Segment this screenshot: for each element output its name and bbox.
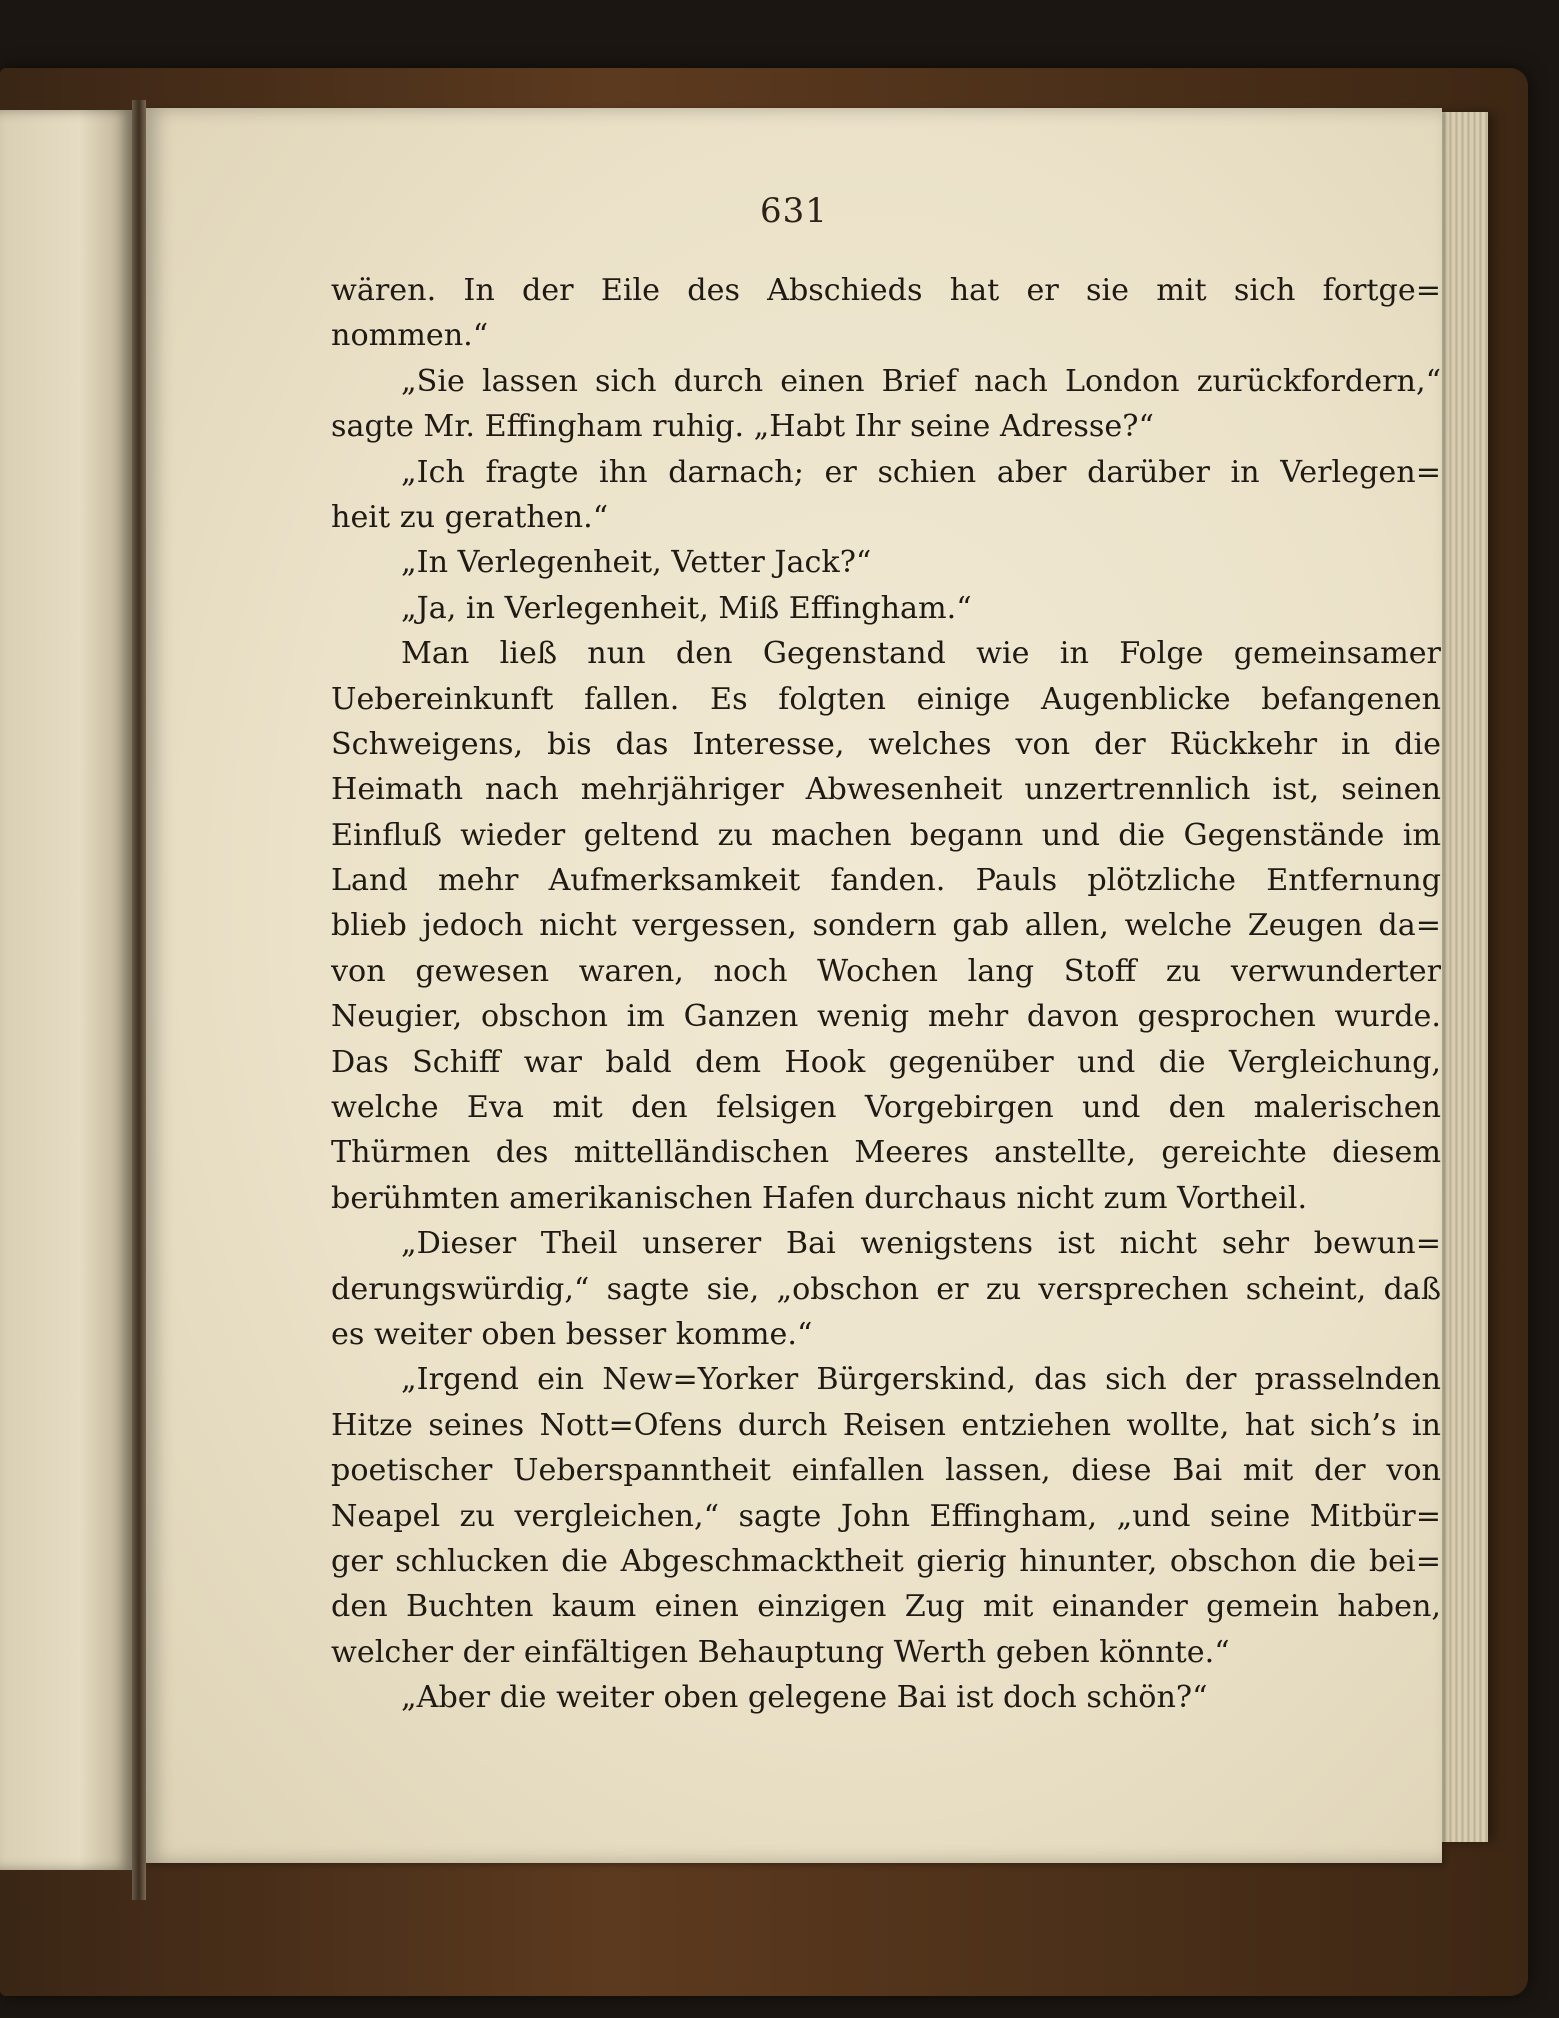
book-gutter <box>132 100 146 1900</box>
text-line: poetischer Ueberspanntheit einfallen lassen, diese Bai mit der von <box>331 1453 1441 1489</box>
text-line: Heimath nach mehrjähriger Abwesenheit unzertrennlich ist, seinen <box>331 772 1441 808</box>
text-line: wären. In der Eile des Abschieds hat er sie mit sich fortge= <box>331 273 1441 308</box>
text-line: „Irgend ein New=Yorker Bürgerskind, das sich der prasselnden <box>401 1362 1441 1398</box>
text-line: „Dieser Theil unserer Bai wenigstens ist nicht sehr bewun= <box>401 1226 1441 1262</box>
book-page <box>146 108 1442 1863</box>
left-page-edge <box>0 110 132 1870</box>
text-line: „Aber die weiter oben gelegene Bai ist doch schön?“ <box>401 1680 1208 1716</box>
text-line: derungswürdig,“ sagte sie, „obschon er zu versprechen scheint, daß <box>331 1271 1441 1307</box>
text-line: Hitze seines Nott=Ofens durch Reisen entziehen wollte, hat sich’s in <box>331 1407 1441 1443</box>
text-line: sagte Mr. Effingham ruhig. „Habt Ihr seine Adresse?“ <box>331 409 1154 445</box>
text-line: Schweigens, bis das Interesse, welches von der Rückkehr in die <box>331 726 1441 762</box>
text-line: berühmten amerikanischen Hafen durchaus nicht zum Vortheil. <box>331 1180 1308 1216</box>
text-line: welcher der einfältigen Behauptung Werth geben könnte.“ <box>331 1634 1230 1670</box>
text-line: es weiter oben besser komme.“ <box>331 1316 813 1352</box>
text-line: Neapel zu vergleichen,“ sagte John Effingham, „und seine Mitbür= <box>331 1498 1441 1534</box>
text-line: Man ließ nun den Gegenstand wie in Folge gemeinsamer <box>401 636 1441 672</box>
text-line: Land mehr Aufmerksamkeit fanden. Pauls plötzliche Entfernung <box>331 863 1441 899</box>
text-line: Einfluß wieder geltend zu machen begann und die Gegenstände im <box>331 817 1441 853</box>
text-line: „Sie lassen sich durch einen Brief nach London zurückfordern,“ <box>401 363 1441 399</box>
text-line: ger schlucken die Abgeschmacktheit gierig hinunter, obschon die bei= <box>331 1543 1441 1579</box>
text-line: „Ich fragte ihn darnach; er schien aber darüber in Verlegen= <box>401 454 1441 490</box>
text-line: Uebereinkunft fallen. Es folgten einige Augenblicke befangenen <box>331 681 1441 717</box>
text-line: Neugier, obschon im Ganzen wenig mehr davon gesprochen wurde. <box>331 999 1441 1035</box>
text-line: heit zu gerathen.“ <box>331 499 609 535</box>
text-line: von gewesen waren, noch Wochen lang Stoff zu verwunderter <box>331 953 1441 989</box>
text-line: Thürmen des mittelländischen Meeres anstellte, gereichte diesem <box>331 1135 1441 1171</box>
text-line: „Ja, in Verlegenheit, Miß Effingham.“ <box>401 590 972 626</box>
text-line: den Buchten kaum einen einzigen Zug mit einander gemein haben, <box>331 1589 1441 1625</box>
page-number: 631 <box>760 191 828 231</box>
text-line: Das Schiff war bald dem Hook gegenüber und die Vergleichung, <box>331 1044 1441 1080</box>
page-text <box>331 268 1441 1721</box>
text-line: welche Eva mit den felsigen Vorgebirgen und den malerischen <box>331 1090 1441 1126</box>
text-line: „In Verlegenheit, Vetter Jack?“ <box>401 545 872 581</box>
text-line: nommen.“ <box>331 318 489 354</box>
page-edges <box>1440 112 1488 1842</box>
text-line: blieb jedoch nicht vergessen, sondern gab allen, welche Zeugen da= <box>331 908 1441 944</box>
